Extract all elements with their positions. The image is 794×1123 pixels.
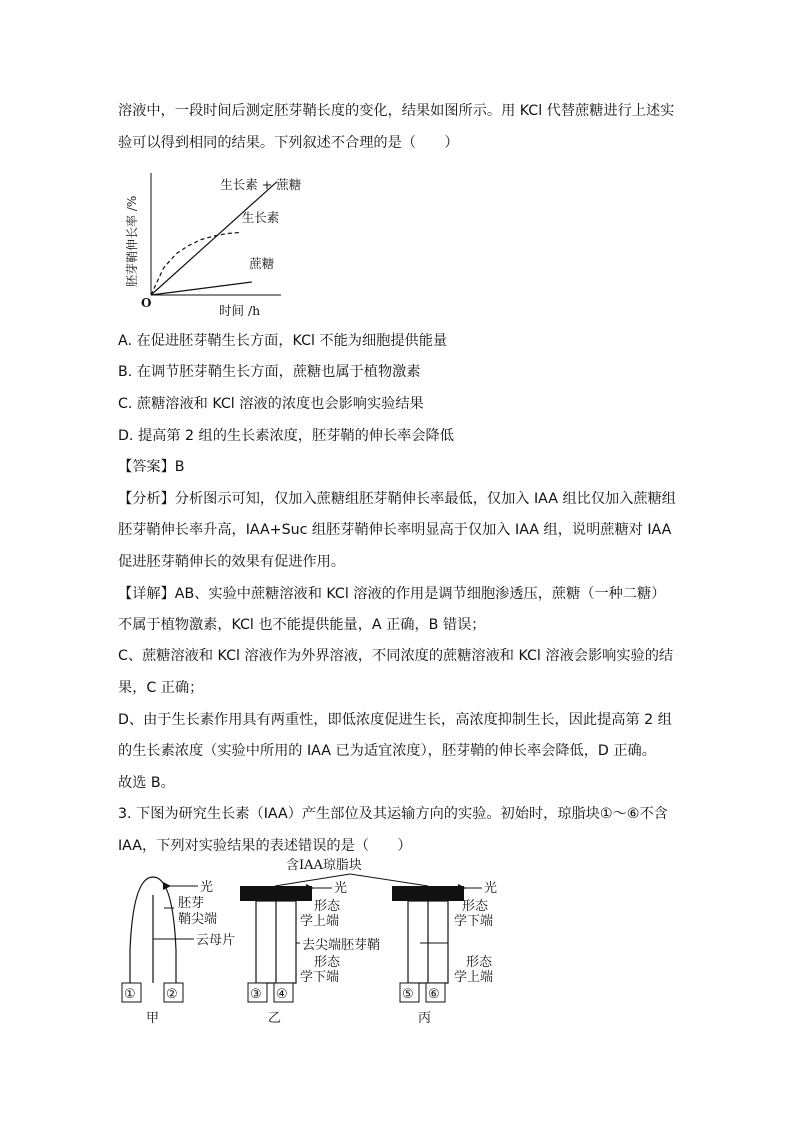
answer: 【答案】B [118,459,185,475]
question-stem-line-1: 溶液中，一段时间后测定胚芽鞘长度的变化，结果如图所示。用 KCl 代替蔗糖进行上述实 [118,103,675,119]
bing-agar-donor [392,886,464,901]
series-line-1 [151,182,277,295]
agar-4-label: ④ [276,987,288,1002]
setup-jia [122,877,235,1026]
analysis-line-2: 胚芽鞘伸长率升高，IAA+Suc 组胚芽鞘伸长率明显高于仅加入 IAA 组，说明蔗糖对 IAA [118,522,672,538]
agar-3-label: ③ [250,987,262,1002]
jia-tip-label-1: 胚芽 [178,896,205,911]
question-stem-line-2: 验可以得到相同的结果。下列叙述不合理的是（ ） [118,135,459,151]
detail-line-3: C、蔗糖溶液和 KCl 溶液作为外界溶液，不同浓度的蔗糖溶液和 KCl 溶液会影响实验的结 [118,648,674,664]
bing-lower-label-2: 学上端 [454,970,494,985]
analysis-line-1: 【分析】分析图示可知，仅加入蔗糖组胚芽鞘伸长率最低，仅加入 IAA 组比仅加入蔗糖组 [118,491,676,507]
jia-light-label: 光 [200,880,214,895]
bing-lower-label-1: 形态 [466,955,493,970]
setup-bing [392,880,497,1026]
x-axis-label: 时间 /h [219,303,261,318]
jia-tip-label-2: 鞘尖端 [178,912,218,927]
setup-yi [240,880,380,1026]
question-3-line-1: 3. 下图为研究生长素（IAA）产生部位及其运输方向的实验。初始时，琼脂块①～⑥不含 [118,806,668,822]
option-a: A. 在促进胚芽鞘生长方面，KCl 不能为细胞提供能量 [118,333,448,349]
detail-line-6: 的生长素浓度（实验中所用的 IAA 已为适宜浓度），胚芽鞘的伸长率会降低，D 正确。 [118,743,656,759]
yi-agar-donor [240,886,312,901]
elongation-chart [118,165,302,325]
jia-mica-label: 云母片 [196,933,236,948]
detail-line-4: 果，C 正确； [118,680,204,696]
jia-caption: 甲 [146,1011,160,1026]
iaa-experiment-figure [110,855,510,1025]
analysis-line-3: 促进胚芽鞘伸长的效果有促进作用。 [118,554,346,570]
detail-line-5: D、由于生长素作用具有两重性，即低浓度促进生长，高浓度抑制生长，因此提高第 2 组 [118,712,672,728]
decapitated-coleoptile-label: 去尖端胚芽鞘 [302,938,381,953]
agar-block-label: 含IAA琼脂块 [286,858,362,873]
bing-caption: 丙 [418,1011,432,1026]
detail-line-2: 不属于植物激素，KCl 也不能提供能量，A 正确，B 错误； [118,617,486,633]
detail-line-1: 【详解】AB、实验中蔗糖溶液和 KCl 溶液的作用是调节细胞渗透压，蔗糖（一种二糖） [118,586,666,602]
option-b: B. 在调节胚芽鞘生长方面，蔗糖也属于植物激素 [118,364,421,380]
option-d: D. 提高第 2 组的生长素浓度，胚芽鞘的伸长率会降低 [118,428,454,444]
yi-light-label: 光 [334,881,348,896]
series-label-1: 生长素 + 蔗糖 [220,177,302,192]
yi-upper-label-2: 学上端 [300,914,340,929]
series-line-3 [151,282,252,295]
series-label-2: 生长素 [241,209,280,225]
option-c: C. 蔗糖溶液和 KCl 溶液的浓度也会影响实验结果 [118,396,424,412]
series-label-3: 蔗糖 [249,255,275,271]
y-axis-label: 胚芽鞘伸长率 /% [125,195,139,287]
origin-label: O [141,296,152,310]
question-3-line-2: IAA，下列对实验结果的表述错误的是（ ） [118,838,412,854]
yi-lower-label-1: 形态 [314,955,341,970]
agar-2-label: ② [166,987,178,1002]
yi-upper-label-1: 形态 [314,899,341,914]
detail-line-7: 故选 B。 [118,775,175,791]
agar-6-label: ⑥ [428,987,440,1002]
bing-upper-label-2: 学下端 [454,914,494,929]
agar-1-label: ① [124,987,136,1002]
bing-upper-label-1: 形态 [462,899,489,914]
yi-caption: 乙 [268,1011,282,1026]
agar-5-label: ⑤ [402,987,414,1002]
yi-lower-label-2: 学下端 [300,970,340,985]
bing-light-label: 光 [484,881,498,896]
